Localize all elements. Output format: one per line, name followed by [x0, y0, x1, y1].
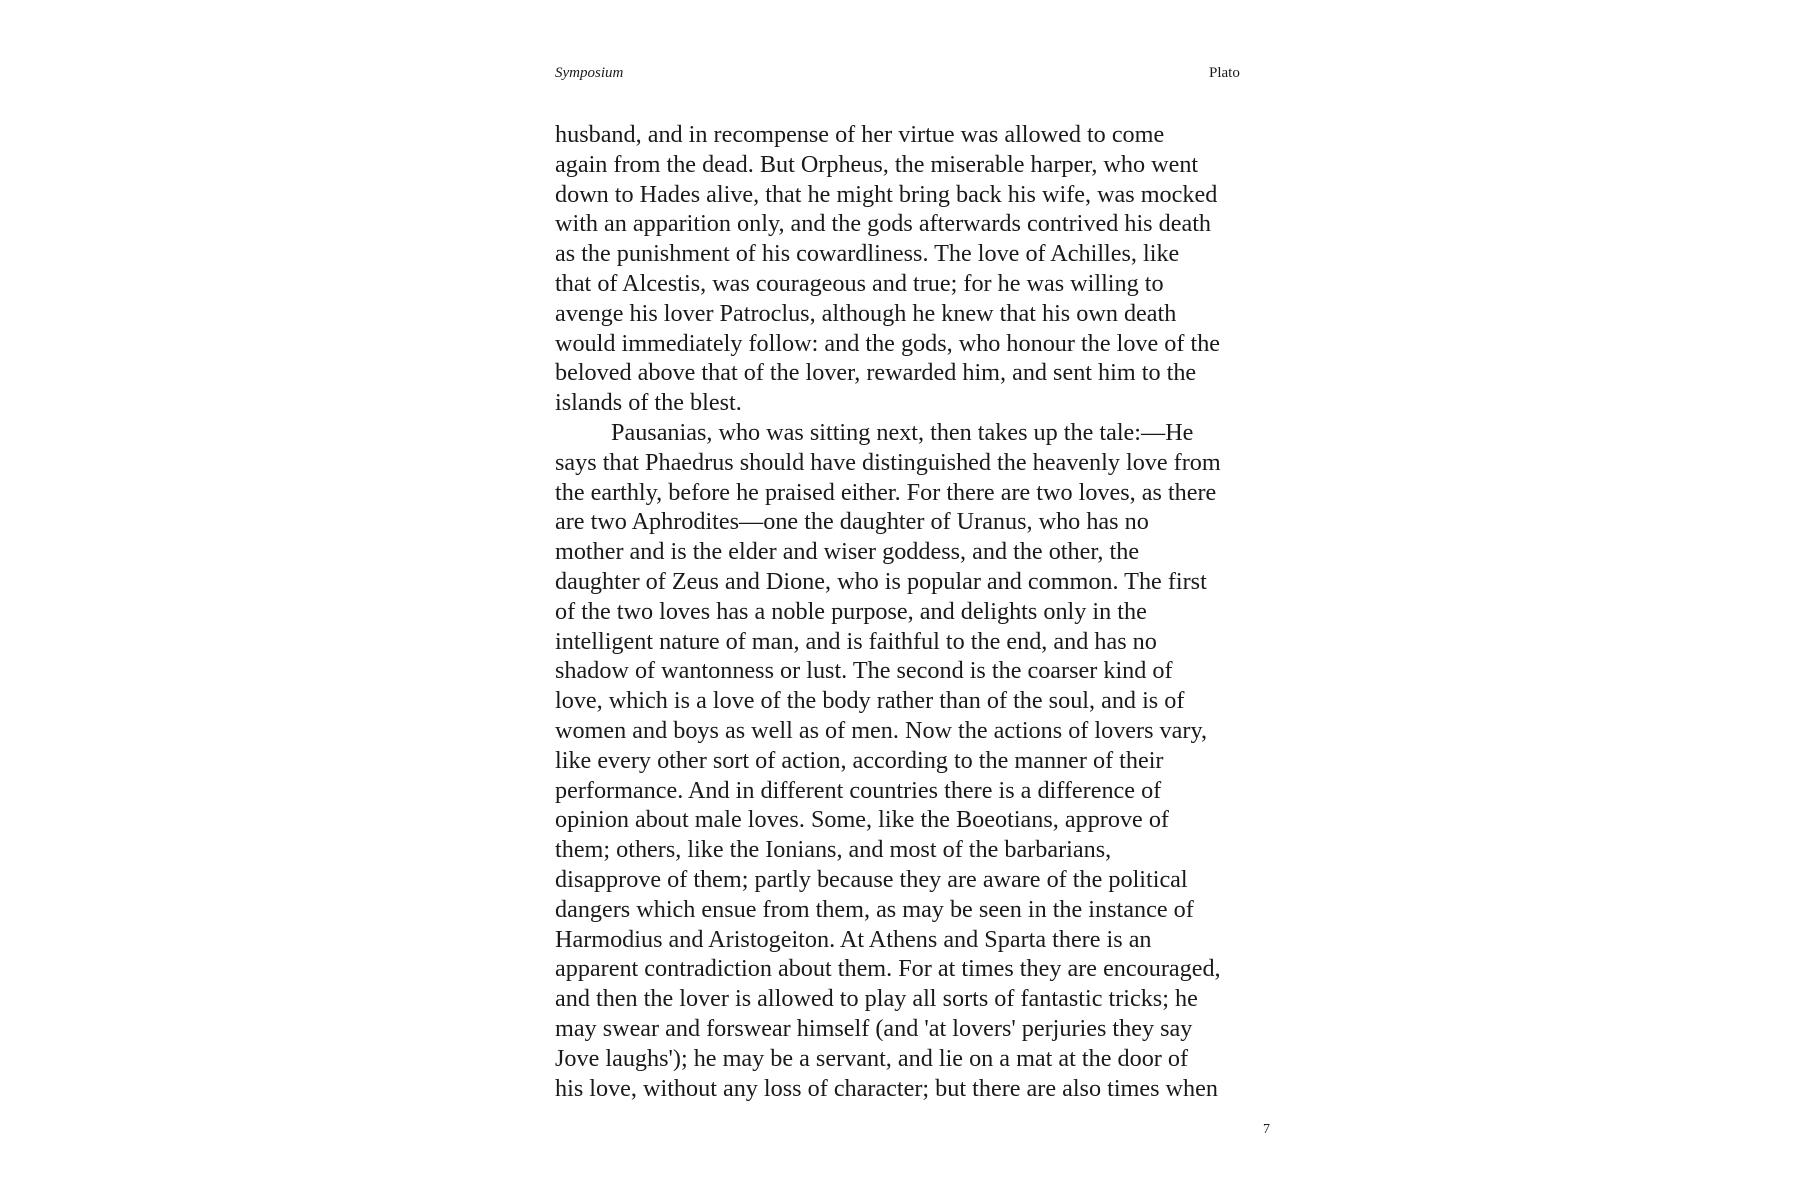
document-page [555, 0, 1275, 1200]
text-line: love, which is a love of the body rather than of the soul, and is of [555, 687, 1185, 715]
text-line: performance. And in different countries there is a difference of [555, 776, 1162, 804]
text-line: the earthly, before he praised either. For there are two loves, as there [555, 478, 1217, 506]
text-line: and then the lover is allowed to play all sorts of fantastic tricks; he [555, 985, 1198, 1013]
text-line: again from the dead. But Orpheus, the miserable harper, who went [555, 150, 1199, 178]
text-line: are two Aphrodites—one the daughter of Uranus, who has no [555, 508, 1149, 536]
text-line: opinion about male loves. Some, like the Boeotians, approve of [555, 806, 1169, 834]
text-line: of the two loves has a noble purpose, and delights only in the [555, 597, 1147, 625]
text-line: Jove laughs'); he may be a servant, and lie on a mat at the door of [555, 1044, 1189, 1072]
header-author: Plato [1209, 65, 1240, 81]
text-line: with an apparition only, and the gods afterwards contrived his death [555, 210, 1212, 238]
text-line: disapprove of them; partly because they are aware of the political [555, 865, 1188, 893]
text-line: intelligent nature of man, and is faithful to the end, and has no [555, 627, 1157, 655]
text-line: avenge his lover Patroclus, although he knew that his own death [555, 299, 1177, 327]
text-line: them; others, like the Ionians, and most of the barbarians, [555, 836, 1112, 864]
text-line: apparent contradiction about them. For at times they are encouraged, [555, 955, 1221, 983]
text-line: his love, without any loss of character; but there are also times when [555, 1074, 1218, 1102]
text-line: women and boys as well as of men. Now the actions of lovers vary, [555, 716, 1208, 744]
text-line: Pausanias, who was sitting next, then takes up the tale:—He [611, 418, 1194, 446]
text-line: that of Alcestis, was courageous and true; for he was willing to [555, 269, 1164, 297]
header-book-title: Symposium [555, 65, 624, 81]
text-line: islands of the blest. [555, 389, 742, 417]
text-line: beloved above that of the lover, rewarded him, and sent him to the [555, 359, 1197, 387]
text-line: mother and is the elder and wiser goddess, and the other, the [555, 538, 1140, 566]
page-number: 7 [1263, 1122, 1270, 1137]
text-line: Harmodius and Aristogeiton. At Athens and Sparta there is an [555, 925, 1152, 953]
text-line: as the punishment of his cowardliness. The love of Achilles, like [555, 240, 1180, 268]
body-text [555, 120, 1275, 1103]
text-line: says that Phaedrus should have distinguished the heavenly love from [555, 448, 1221, 476]
text-line: like every other sort of action, according to the manner of their [555, 746, 1164, 774]
text-line: would immediately follow: and the gods, who honour the love of the [555, 329, 1221, 357]
text-line: dangers which ensue from them, as may be seen in the instance of [555, 895, 1194, 923]
text-line: may swear and forswear himself (and 'at lovers' perjuries they say [555, 1014, 1193, 1042]
text-line: down to Hades alive, that he might bring back his wife, was mocked [555, 180, 1218, 208]
text-line: daughter of Zeus and Dione, who is popular and common. The first [555, 567, 1207, 595]
text-line: husband, and in recompense of her virtue was allowed to come [555, 121, 1165, 148]
text-line: shadow of wantonness or lust. The second is the coarser kind of [555, 657, 1173, 685]
